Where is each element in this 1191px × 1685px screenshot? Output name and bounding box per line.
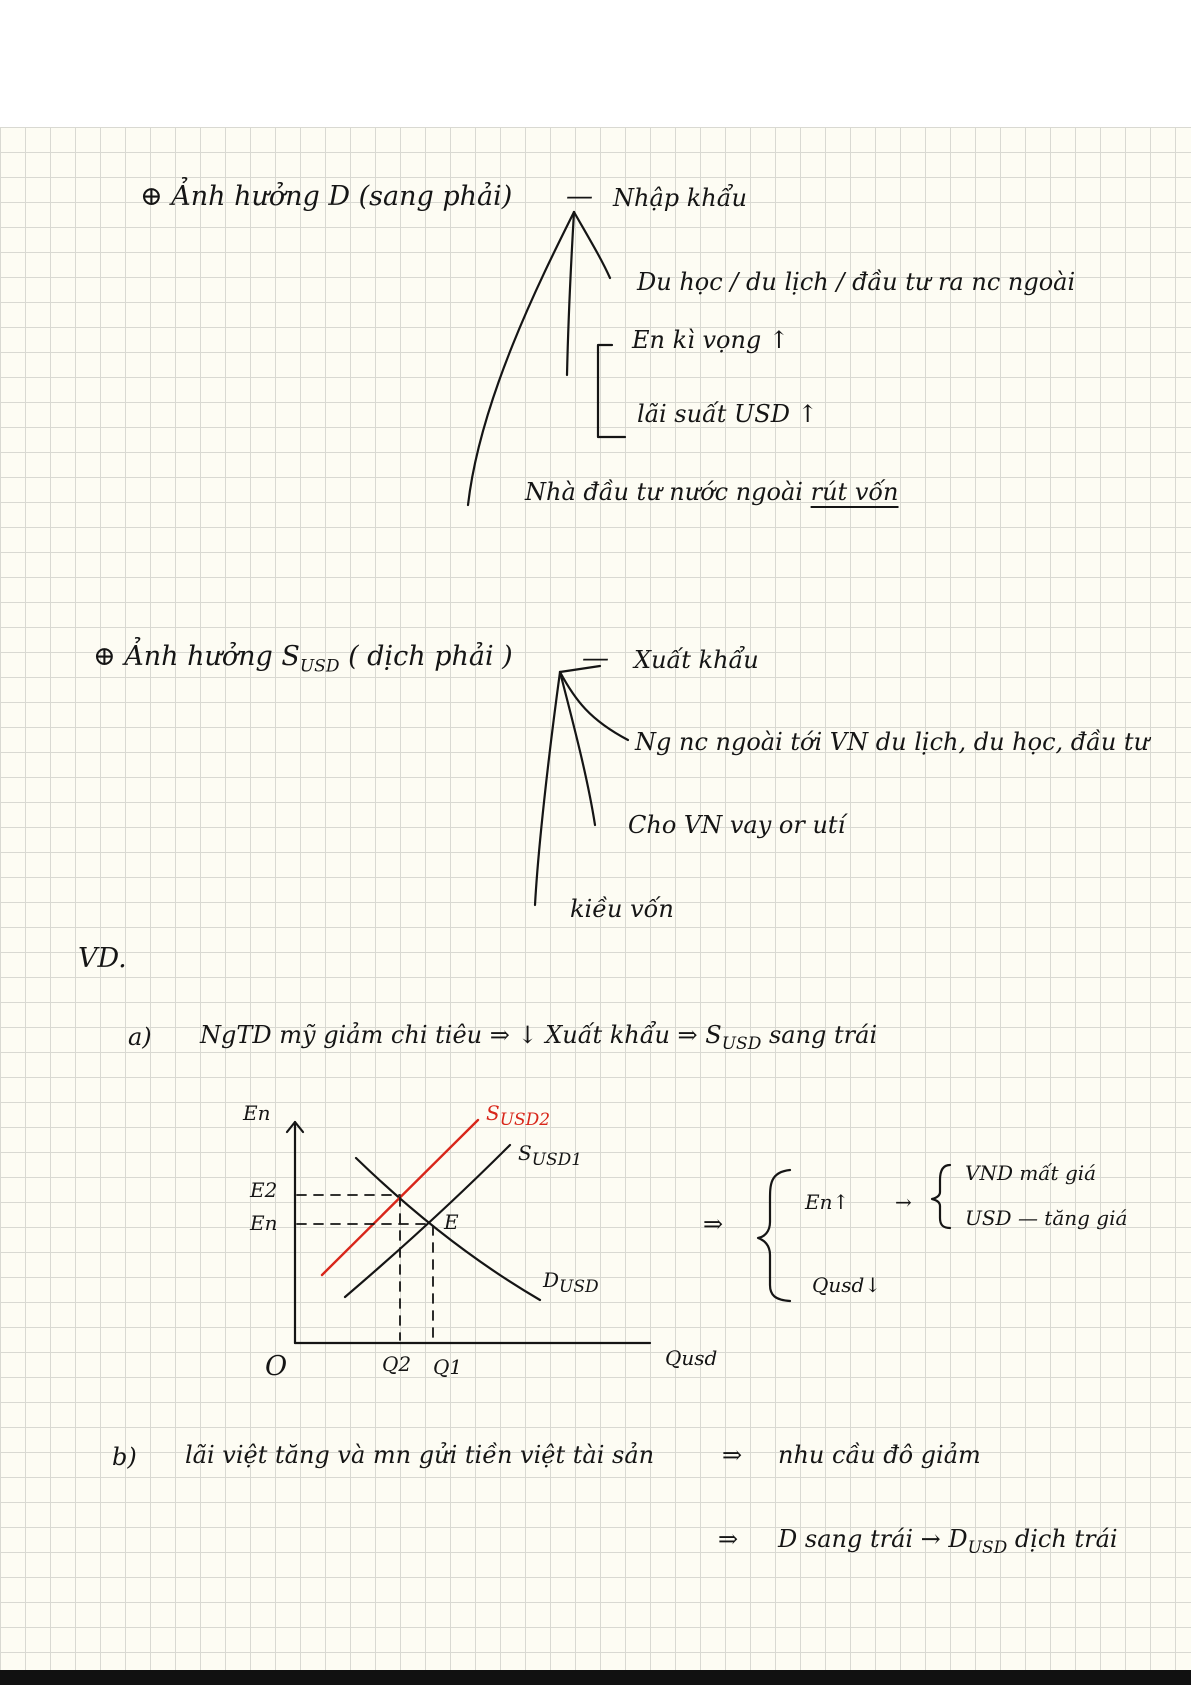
item-kieu-von: kiều vốn — [570, 895, 674, 923]
section2-heading — [93, 643, 513, 675]
part-b-text: lãi việt tăng và mn gửi tiền việt tài sản — [185, 1441, 655, 1469]
part-b-line2-sub: USD — [967, 1537, 1008, 1558]
section2-heading-tail: ( dịch phải ) — [348, 641, 513, 672]
graph-x-label: Qusd — [665, 1346, 718, 1370]
section1-dash: — — [566, 181, 593, 212]
graph-e2-label: E2 — [250, 1178, 278, 1202]
part-b-line2-arrow: ⇒ — [718, 1525, 739, 1553]
graph-y-label: En — [243, 1101, 271, 1125]
s2-sub: USD2 — [499, 1110, 551, 1130]
graph-s2-label — [486, 1103, 550, 1129]
s1-sub: USD1 — [531, 1150, 583, 1170]
graph-s1-label — [518, 1143, 582, 1169]
branch-line — [560, 672, 628, 740]
item-en-ki-vong: En kì vọng ↑ — [632, 326, 790, 354]
item-nhap-khau: Nhập khẩu — [613, 184, 747, 212]
branch-line — [567, 212, 574, 375]
graph-q2-label: Q2 — [382, 1352, 412, 1376]
bracket — [598, 345, 625, 437]
part-b-line2 — [778, 1527, 1118, 1557]
section2-dash: — — [582, 643, 609, 674]
part-b-line2-main: D sang trái → D — [778, 1525, 968, 1553]
item-xuat-khau: Xuất khẩu — [634, 646, 759, 674]
part-b-arrow: ⇒ — [722, 1441, 743, 1469]
result-vnd: VND mất giá — [965, 1161, 1097, 1185]
brace-big — [758, 1170, 790, 1301]
graph-en-label: En — [250, 1211, 278, 1235]
branch-line — [535, 672, 560, 905]
result-arrow: ⇒ — [703, 1210, 724, 1238]
graph-q1-label: Q1 — [433, 1355, 463, 1379]
part-b-line2-tail: dịch trái — [1007, 1525, 1118, 1553]
d-sub: USD — [559, 1277, 599, 1297]
item-cho-vn-vay: Cho VN vay or utí — [628, 811, 846, 839]
branch-line — [574, 212, 610, 278]
part-a-text — [200, 1023, 877, 1053]
graph-d-label — [543, 1270, 599, 1296]
result-arrow2: → — [895, 1190, 912, 1214]
section1-heading: ⊕ Ảnh hưởng D (sang phải) — [140, 181, 513, 212]
section2-heading-sub: USD — [299, 656, 340, 677]
result-q-down: Qusd↓ — [812, 1273, 882, 1297]
part-a-tail: sang trái — [761, 1021, 878, 1049]
rut-von-text: rút vốn — [810, 478, 899, 506]
result-usd: USD — tăng giá — [965, 1206, 1128, 1230]
branch-line — [468, 212, 574, 505]
vd-label: VD. — [78, 943, 127, 974]
d-letter: D — [543, 1268, 560, 1292]
s1-letter: S — [518, 1141, 532, 1165]
item-ng-nc-ngoai: Ng nc ngoài tới VN du lịch, du học, đầu tư — [635, 728, 1150, 756]
nha-dau-tu-text: Nhà đầu tư nước ngoài — [525, 478, 803, 506]
part-a-sub: USD — [721, 1033, 762, 1054]
brace-small — [932, 1165, 950, 1228]
graph-origin: O — [265, 1351, 288, 1382]
branch-line — [560, 672, 595, 825]
part-b-text2: nhu cầu đô giảm — [778, 1441, 981, 1469]
part-b-label: b) — [112, 1443, 137, 1471]
item-lai-suat-usd: lãi suất USD ↑ — [637, 400, 818, 428]
section2-heading-text: ⊕ Ảnh hưởng S — [93, 641, 300, 672]
result-en-up: En↑ — [805, 1190, 850, 1214]
s2-letter: S — [486, 1101, 500, 1125]
part-a-label: a) — [128, 1023, 152, 1051]
part-a-main: NgTD mỹ giảm chi tiêu ⇒ ↓ Xuất khẩu ⇒ S — [200, 1021, 722, 1049]
item-du-hoc: Du học / du lịch / đầu tư ra nc ngoài — [637, 268, 1076, 296]
graph-e-label: E — [444, 1210, 459, 1234]
item-nha-dau-tu — [525, 480, 899, 504]
